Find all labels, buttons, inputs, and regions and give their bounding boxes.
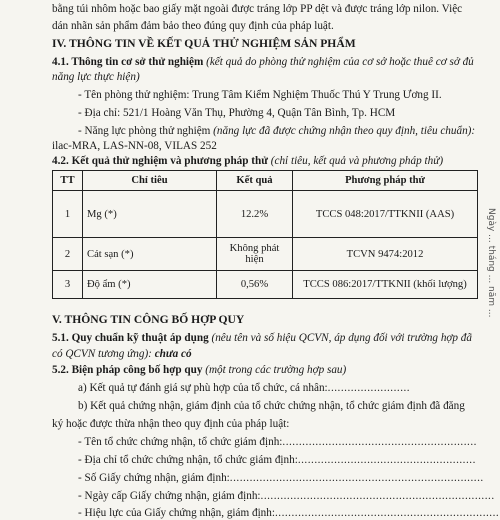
header-method: Phương pháp thử [293, 171, 478, 191]
item-b-line-2: ký hoặc được thừa nhận theo quy định của pháp luật: [52, 418, 290, 430]
sub-item-org-name-text: - Tên tổ chức chứng nhận, tổ chức giám định: [78, 436, 283, 448]
section-4-2-label: 4.2. Kết quả thử nghiệm và phương pháp thử [52, 155, 268, 167]
sub-item-issue-date-dots: ....................................................................... [260, 490, 495, 502]
cell-method: TCVN 9474:2012 [293, 238, 478, 271]
section-5-2-note: (một trong các trường hợp sau) [205, 364, 347, 376]
cell-tt: 1 [53, 191, 83, 238]
section-5-title: V. THÔNG TIN CÔNG BỐ HỢP QUY [52, 313, 245, 326]
cell-criteria: Cát sạn (*) [83, 238, 217, 271]
section-5-2-heading [52, 363, 346, 377]
sub-item-org-name-dots: ........................................................... [282, 436, 477, 448]
lab-capacity-label: - Năng lực phòng thử nghiệm [78, 125, 211, 137]
sub-item-org-address-text: - Địa chỉ tổ chức chứng nhận, tổ chức giám định: [78, 454, 298, 466]
section-5-1-note-2: có QCVN tương ứng): [52, 348, 152, 360]
section-4-1-note: (kết quả do phòng thử nghiệm của cơ sở hoặc thuê cơ sở đủ [206, 56, 474, 68]
sub-item-org-address-dots: ...................................................... [297, 454, 476, 466]
cell-tt: 2 [53, 238, 83, 271]
item-a [78, 381, 410, 395]
item-a-dots: ......................... [327, 382, 411, 394]
cell-result: 0,56% [217, 271, 293, 299]
item-a-text: a) Kết quả tự đánh giá sự phù hợp của tổ chức, cá nhân: [78, 382, 328, 394]
lab-accreditation: ilac-MRA, LAS-NN-08, VILAS 252 [52, 140, 217, 152]
sub-item-validity-dots: .................................................................... [274, 507, 500, 519]
header-criteria: Chỉ tiêu [83, 171, 217, 191]
cell-method: TCCS 086:2017/TTKNII (khối lượng) [293, 271, 478, 299]
lab-address: - Địa chỉ: 521/1 Hoàng Văn Thụ, Phường 4, Quận Tân Bình, Tp. HCM [78, 107, 396, 119]
sub-item-issue-date-text: - Ngày cấp Giấy chứng nhận, giám định: [78, 490, 261, 502]
table-header-row [53, 171, 478, 191]
cell-tt: 3 [53, 271, 83, 299]
section-4-title: IV. THÔNG TIN VỀ KẾT QUẢ THỬ NGHIỆM SẢN PHẨM [52, 37, 356, 50]
cell-result: 12.2% [217, 191, 293, 238]
lab-capacity [78, 124, 475, 138]
cell-criteria: Độ ẩm (*) [83, 271, 217, 299]
cell-result: Không phát hiện [217, 238, 293, 271]
margin-handwritten-note: Ngày ... tháng ... năm ... [486, 208, 496, 318]
table-row [53, 191, 478, 238]
cell-criteria: Mg (*) [83, 191, 217, 238]
header-tt: TT [53, 171, 83, 191]
intro-line-2: dán nhãn sản phẩm đảm bảo theo đúng quy định của pháp luật. [52, 20, 334, 32]
sub-item-cert-number [78, 471, 484, 485]
sub-item-cert-number-dots: ............................................................................. [229, 472, 484, 484]
intro-line-1: bằng túi nhôm hoặc bao giấy mặt ngoài được tráng lớp PP dệt và được tráng lớp nilon. Việc [52, 3, 463, 15]
cell-method: TCCS 048:2017/TTKNII (AAS) [293, 191, 478, 238]
test-results-table [52, 170, 478, 299]
table-row [53, 271, 478, 299]
sub-item-org-name [78, 435, 477, 449]
section-5-1-note: (nêu tên và số hiệu QCVN, áp dụng đối với trường hợp đã [211, 332, 472, 344]
sub-item-issue-date [78, 489, 495, 503]
section-4-2-heading [52, 154, 443, 168]
section-5-1-heading [52, 331, 472, 345]
lab-name: - Tên phòng thử nghiệm: Trung Tâm Kiểm Nghiệm Thuốc Thú Y Trung Ương II. [78, 89, 442, 101]
section-4-1-label: 4.1. Thông tin cơ sở thử nghiệm [52, 56, 204, 68]
section-5-1-label: 5.1. Quy chuẩn kỹ thuật áp dụng [52, 332, 209, 344]
sub-item-validity [78, 506, 499, 520]
sub-item-org-address [78, 453, 476, 467]
header-result: Kết quả [217, 171, 293, 191]
section-4-1-heading [52, 55, 474, 69]
section-5-1-value: chưa có [154, 348, 192, 360]
sub-item-validity-text: - Hiệu lực của Giấy chứng nhận, giám định: [78, 507, 275, 519]
sub-item-cert-number-text: - Số Giấy chứng nhận, giám định: [78, 472, 230, 484]
section-4-2-note: (chỉ tiêu, kết quả và phương pháp thử) [270, 155, 444, 167]
section-5-2-label: 5.2. Biện pháp công bố hợp quy [52, 364, 203, 376]
item-b-line-1: b) Kết quả chứng nhận, giám định của tổ chức chứng nhận, tổ chức giám định đã đăng [78, 400, 465, 412]
section-5-1-note-cont [52, 347, 192, 361]
section-4-1-note-cont: năng lực thực hiện) [52, 71, 140, 83]
table-row [53, 238, 478, 271]
lab-capacity-note: (năng lực đã được chứng nhận theo quy định, tiêu chuẩn): [213, 125, 476, 137]
